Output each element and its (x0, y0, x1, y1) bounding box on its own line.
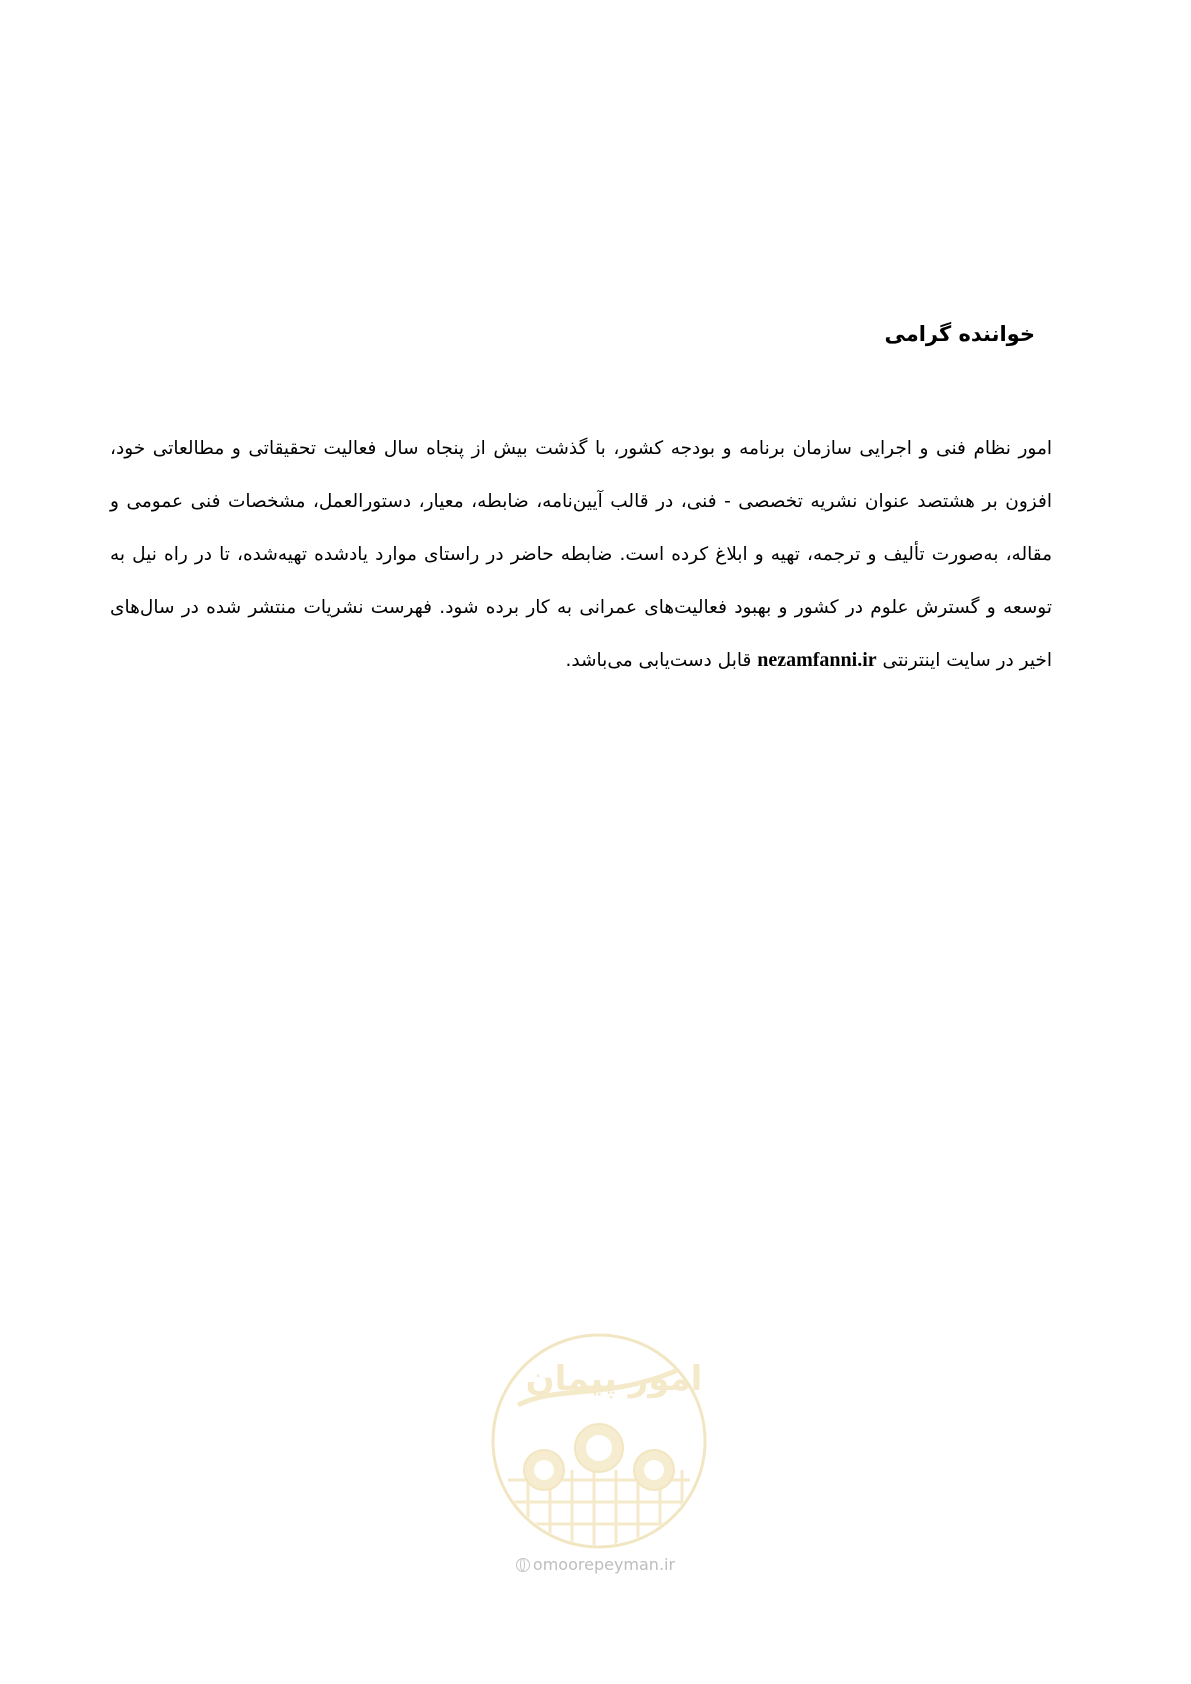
website-link[interactable]: nezamfanni.ir (757, 649, 877, 671)
globe-icon (516, 1558, 530, 1572)
page-heading: خواننده گرامی (884, 322, 1035, 346)
watermark-url-text: omoorepeyman.ir (532, 1555, 676, 1574)
intro-paragraph (110, 422, 1052, 687)
paragraph-main-text: امور نظام فنی و اجرایی سازمان برنامه و بودجه کشور، با گذشت بیش از پنجاه سال فعالیت تحقیقاتی و مطالعاتی خود، افزون بر هشتصد عنوان نشریه تخصصی - فنی، در قالب آیین‌نامه، ضابطه، معیار، دستورالعمل، مشخصات فنی عمومی و مقاله، به‌صورت تألیف و ترجمه، تهیه و ابلاغ کرده است. ضابطه حاضر در راستای موارد یادشده تهیه‌شده، تا در راه نیل به توسعه و گسترش علوم در کشور و بهبود فعالیت‌های عمرانی به کار برده شود. فهرست نشریات منتشر شده در سال‌های اخیر در سایت اینترنتی (110, 438, 1052, 671)
watermark-url (0, 1555, 1191, 1574)
paragraph-end-text: قابل دست‌یابی می‌باشد. (565, 650, 752, 671)
watermark-logo (488, 1330, 710, 1552)
watermark-logo-text: امور پیمان (525, 1359, 703, 1399)
